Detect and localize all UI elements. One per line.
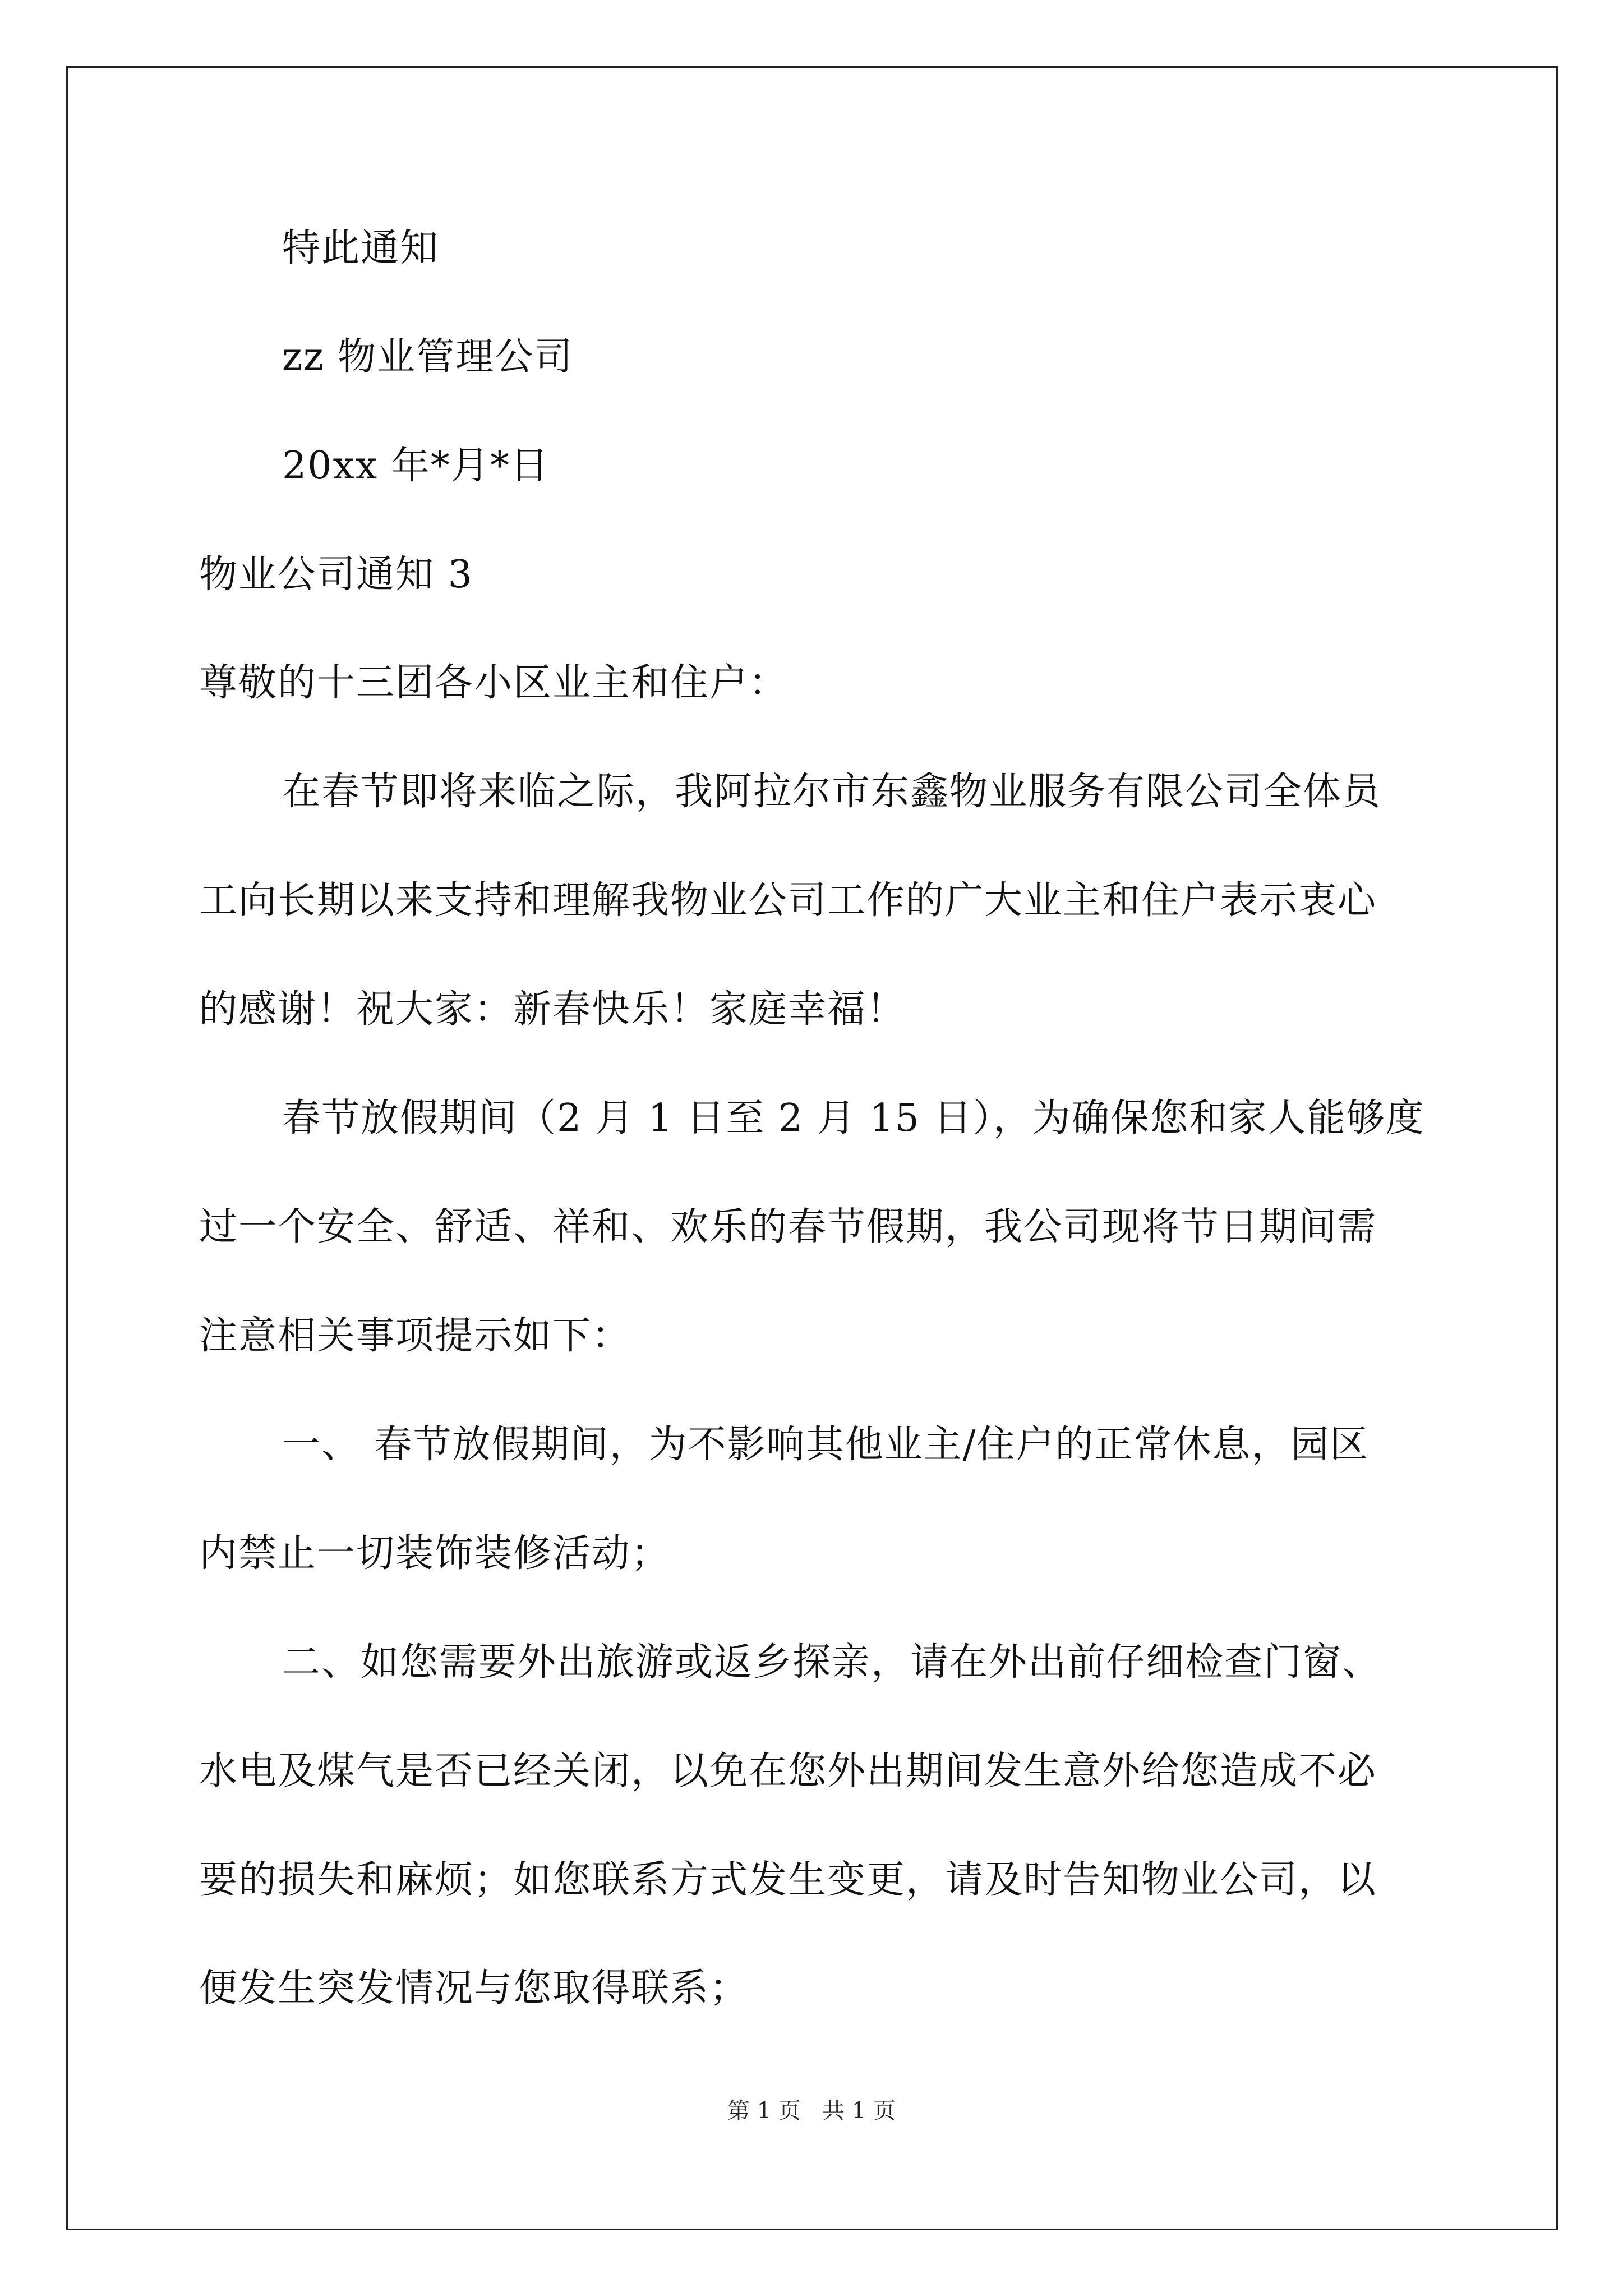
closing-text: 特此通知 xyxy=(282,226,440,270)
paragraph-line: 便发生突发情况与您取得联系； xyxy=(199,1966,749,2010)
paragraph-line: 一、 春节放假期间，为不影响其他业主/住户的正常休息，园区 xyxy=(282,1423,1370,1467)
paragraph-line: 在春节即将来临之际，我阿拉尔市东鑫物业服务有限公司全体员 xyxy=(282,770,1382,814)
paragraph-line: 二、如您需要外出旅游或返乡探亲，请在外出前仔细检查门窗、 xyxy=(282,1640,1382,1685)
company-name: zz 物业管理公司 xyxy=(282,335,574,379)
paragraph-line: 注意相关事项提示如下： xyxy=(199,1314,631,1358)
paragraph-line: 工向长期以来支持和理解我物业公司工作的广大业主和住户表示衷心 xyxy=(199,878,1377,923)
paragraph-line: 内禁止一切装饰装修活动； xyxy=(199,1531,671,1576)
page-number-footer: 第 1 页 共 1 页 xyxy=(727,2098,896,2124)
paragraph-line: 水电及煤气是否已经关闭，以免在您外出期间发生意外给您造成不必 xyxy=(199,1749,1377,1793)
section-title: 物业公司通知 3 xyxy=(199,553,473,597)
page-border xyxy=(66,66,1558,2230)
paragraph-line: 过一个安全、舒适、祥和、欢乐的春节假期，我公司现将节日期间需 xyxy=(199,1205,1377,1249)
paragraph-line: 的感谢！祝大家：新春快乐！家庭幸福！ xyxy=(199,987,906,1032)
paragraph-line: 春节放假期间（2 月 1 日至 2 月 15 日），为确保您和家人能够度 xyxy=(282,1096,1425,1140)
paragraph-line: 要的损失和麻烦；如您联系方式发生变更，请及时告知物业公司，以 xyxy=(199,1858,1377,1902)
salutation: 尊敬的十三团各小区业主和住户： xyxy=(199,661,789,705)
notice-date: 20xx 年*月*日 xyxy=(282,444,550,488)
